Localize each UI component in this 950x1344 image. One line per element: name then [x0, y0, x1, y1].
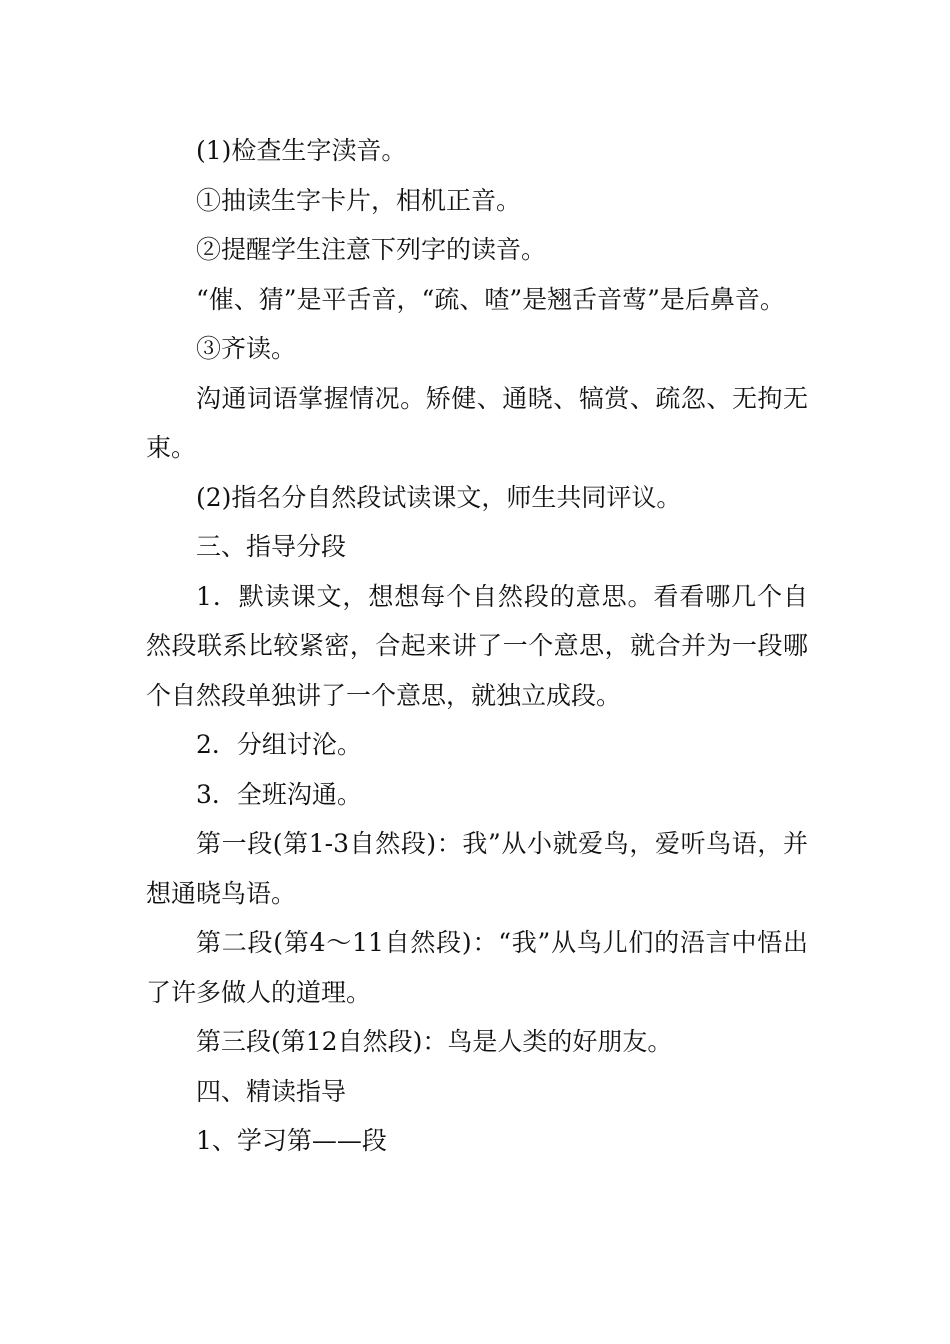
paragraph-read-together: ③齐读。: [196, 334, 297, 363]
paragraph-flashcards: ①抽读生字卡片，相机正音。: [196, 185, 522, 215]
paragraph-check-pronunciation: (1)检查生字渎音。: [196, 136, 407, 165]
paragraph-remind-pronunciation: ②提醒学生注意下列字的读音。: [196, 235, 547, 264]
paragraph-group-discussion: 2．分组讨沦。: [196, 730, 362, 759]
paragraph-silent-reading: 1．默读课文，想想每个自然段的意思。看看哪几个自然段联系比较紧密，合起来讲了一个意思，就合并为一段哪个自然段单独讲了一个意思，就独立成段。: [146, 581, 808, 710]
paragraph-trial-reading: (2)指名分自然段试读课文，师生共同评议。: [196, 482, 682, 512]
paragraph-section-three: 第三段(第12自然段)：鸟是人类的好朋友。: [196, 1027, 673, 1056]
section-heading-segmentation: 三、指导分段: [196, 532, 347, 561]
paragraph-vocabulary: 沟通词语掌握情况。矫健、通晓、犒赏、疏忽、无拘无束。: [146, 383, 808, 462]
document-body: [146, 126, 808, 1166]
paragraph-tongue-sounds: “催、猜”是平舌音，“疏、喳”是翘舌音莺”是后鼻音。: [196, 284, 785, 314]
paragraph-class-communication: 3．全班沟通。: [196, 779, 362, 809]
section-heading-intensive-reading: 四、精读指导: [196, 1076, 347, 1106]
paragraph-study-section-one: 1、学习第——段: [196, 1126, 387, 1155]
paragraph-section-one: 第一段(第1-3自然段)：我”从小就爱鸟，爱听鸟语，并想通晓鸟语。: [146, 829, 808, 908]
paragraph-section-two: 第二段(第4～11自然段)：“我”从鸟儿们的浯言中悟出了许多做人的道理。: [146, 928, 808, 1007]
